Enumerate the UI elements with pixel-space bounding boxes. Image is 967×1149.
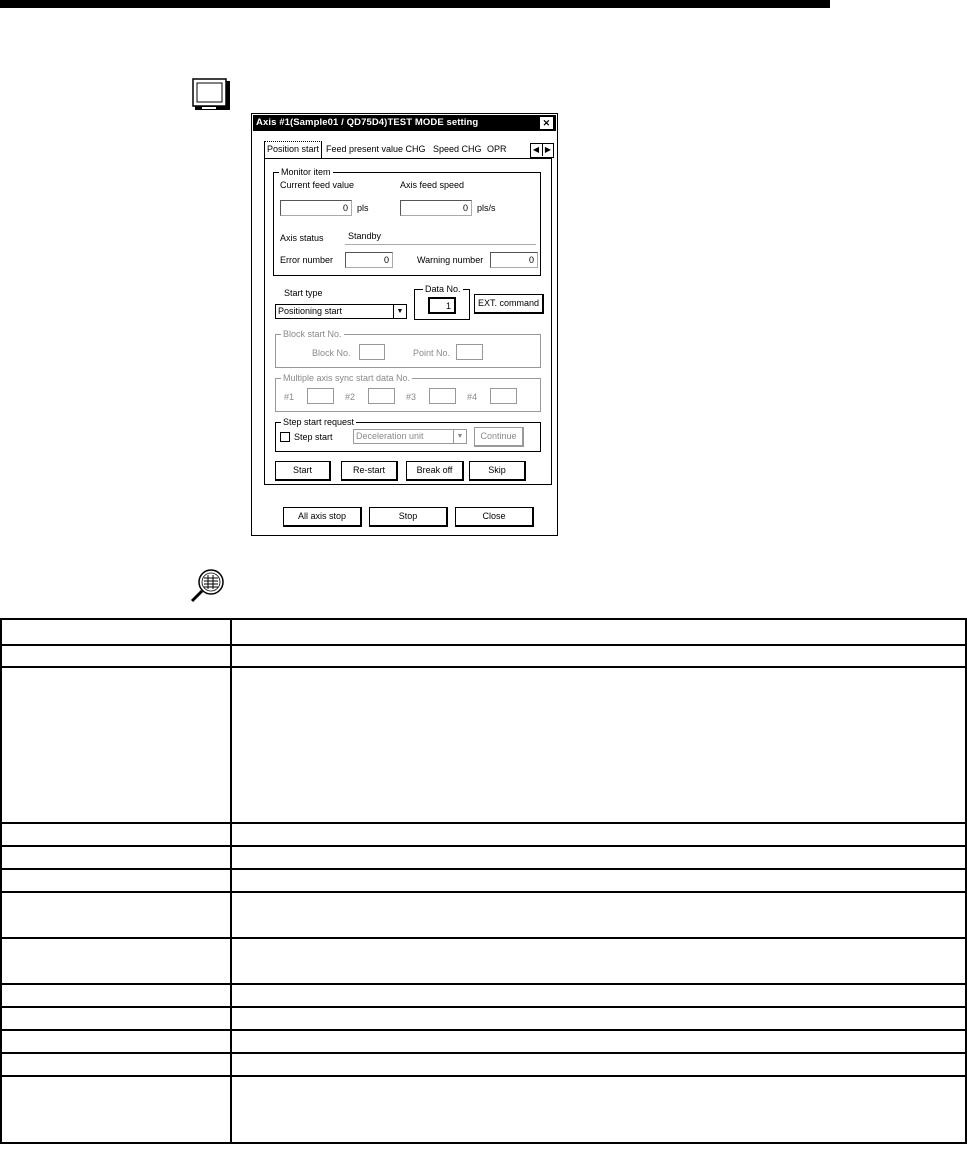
break-off-button[interactable]: Break off [406, 461, 464, 481]
step-start-group [275, 417, 541, 452]
search-list-icon [188, 568, 226, 604]
table-cell [1, 1030, 231, 1053]
stop-button[interactable]: Stop [369, 507, 448, 527]
tab-scroll-right-icon[interactable]: ▶ [542, 144, 553, 156]
restart-button[interactable]: Re-start [341, 461, 398, 481]
chevron-down-icon: ▼ [453, 430, 466, 443]
table-row [1, 846, 966, 869]
multi-axis-sync-group [275, 373, 541, 412]
table-row [1, 1076, 966, 1143]
table-row [1, 1030, 966, 1053]
axis-4-label: #4 [467, 392, 478, 402]
skip-button[interactable]: Skip [469, 461, 526, 481]
table-cell [1, 619, 231, 645]
dialog-titlebar [253, 115, 556, 131]
block-start-legend: Block start No. [283, 329, 342, 339]
point-no-field [456, 344, 483, 360]
table-cell [1, 869, 231, 892]
table-cell [231, 938, 966, 984]
tab-opr[interactable]: OPR [487, 144, 507, 154]
warning-number-label: Warning number [417, 255, 484, 265]
table-cell [1, 846, 231, 869]
table-cell [1, 984, 231, 1007]
table-cell [231, 984, 966, 1007]
monitor-item-legend: Monitor item [281, 167, 331, 177]
table-row [1, 1007, 966, 1030]
block-no-label: Block No. [312, 348, 351, 358]
test-mode-dialog [251, 113, 558, 536]
tab-scroll [530, 143, 554, 158]
axis-status-field: Standby [345, 229, 536, 245]
axis-1-field [307, 388, 334, 404]
error-number-label: Error number [280, 255, 334, 265]
current-feed-label: Current feed value [280, 180, 355, 190]
axis-1-label: #1 [284, 392, 295, 402]
tab-position-start[interactable]: Position start [264, 141, 322, 159]
axis-3-label: #3 [406, 392, 417, 402]
table-row [1, 645, 966, 667]
data-no-input[interactable]: 1 [428, 297, 456, 314]
table-cell [231, 846, 966, 869]
close-button[interactable]: Close [455, 507, 534, 527]
table-cell [231, 619, 966, 645]
table-row [1, 667, 966, 823]
table-row [1, 1053, 966, 1076]
point-no-label: Point No. [413, 348, 451, 358]
warning-number-field: 0 [490, 252, 538, 268]
all-axis-stop-button[interactable]: All axis stop [283, 507, 362, 527]
step-start-legend: Step start request [283, 417, 355, 427]
header-rule [0, 0, 830, 8]
table-cell [231, 869, 966, 892]
current-feed-unit: pls [357, 203, 369, 213]
step-start-checkbox[interactable] [280, 432, 290, 442]
table-cell [231, 1053, 966, 1076]
chevron-down-icon: ▼ [393, 305, 406, 318]
axis-3-field [429, 388, 456, 404]
error-number-field: 0 [345, 252, 393, 268]
position-start-panel [264, 158, 552, 485]
table-cell [231, 667, 966, 823]
block-no-field [359, 344, 385, 360]
start-button[interactable]: Start [275, 461, 331, 481]
start-type-label: Start type [284, 288, 323, 298]
table-header-row [1, 619, 966, 645]
step-start-label: Step start [294, 432, 333, 442]
axis-2-label: #2 [345, 392, 356, 402]
step-mode-select: Deceleration unit ▼ [353, 429, 467, 444]
tab-speed-chg[interactable]: Speed CHG [433, 144, 482, 154]
data-no-group [414, 284, 470, 320]
axis-2-field [368, 388, 395, 404]
axis-feed-speed-unit: pls/s [477, 203, 496, 213]
axis-4-field [490, 388, 517, 404]
start-type-select[interactable]: Positioning start ▼ [275, 304, 407, 319]
table-cell [1, 667, 231, 823]
table-row [1, 823, 966, 846]
table-cell [231, 823, 966, 846]
table-cell [1, 1053, 231, 1076]
table-row [1, 892, 966, 938]
table-cell [1, 1007, 231, 1030]
monitor-item-group [273, 167, 541, 276]
table-cell [231, 1030, 966, 1053]
table-cell [231, 1076, 966, 1143]
tab-feed-present-value-chg[interactable]: Feed present value CHG [326, 144, 426, 154]
table-cell [231, 645, 966, 667]
table-cell [1, 823, 231, 846]
table-row [1, 938, 966, 984]
axis-feed-speed-label: Axis feed speed [400, 180, 465, 190]
table-cell [231, 1007, 966, 1030]
tab-scroll-left-icon[interactable]: ◀ [532, 145, 540, 154]
table-row [1, 869, 966, 892]
tab-strip [264, 142, 554, 158]
dialog-title: Axis #1(Sample01 / QD75D4)TEST MODE setting [256, 117, 479, 128]
monitor-icon [192, 78, 232, 112]
close-icon[interactable]: ✕ [540, 117, 553, 129]
table-row [1, 984, 966, 1007]
current-feed-field: 0 [280, 200, 352, 216]
spec-table [0, 618, 967, 1144]
multi-axis-sync-legend: Multiple axis sync start data No. [283, 373, 411, 383]
axis-status-label: Axis status [280, 233, 324, 243]
table-cell [1, 892, 231, 938]
table-cell [1, 645, 231, 667]
table-cell [231, 892, 966, 938]
block-start-group [275, 329, 541, 368]
data-no-legend: Data No. [425, 284, 461, 294]
axis-feed-speed-field: 0 [400, 200, 472, 216]
table-cell [1, 1076, 231, 1143]
continue-button: Continue [474, 427, 524, 447]
table-cell [1, 938, 231, 984]
ext-command-button[interactable]: EXT. command [474, 294, 544, 314]
